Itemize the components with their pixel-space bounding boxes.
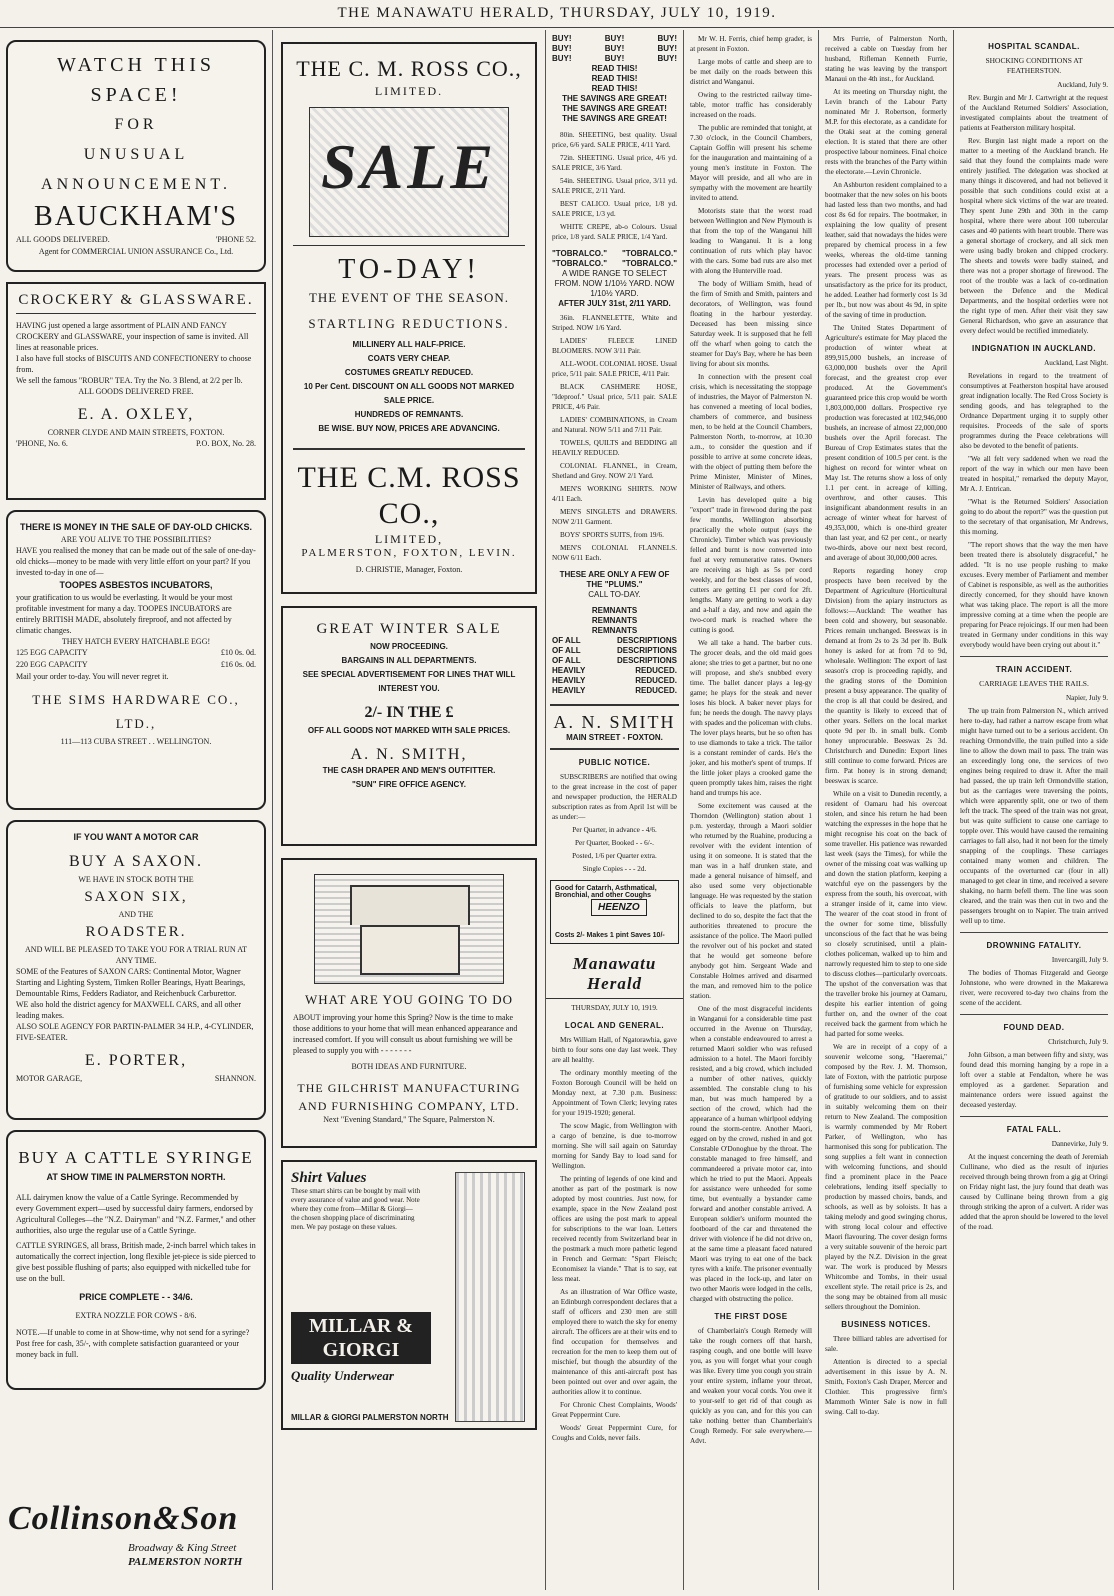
man-illustration <box>455 1172 525 1422</box>
remnants-word: REMNANTS <box>591 626 638 635</box>
news-paragraph: An Ashburton resident complained to a bootmaker that the new soles on his boots had lasted less than two months, and had cost 8s 6d for repairs. The bootmaker, in explaining the low quality of present leather, said that nowadays the hides were prepared by chemical process in a few weeks, whereas the old-time tanning processes had extended over a period of years. The present process was as unsatisfactory as the price for its product, he added. Leather had formerly cost 1s 3d per lb., but now was about 4s 9d, in spite of the saving of time in production. <box>825 181 947 319</box>
house-roof <box>350 885 470 925</box>
remnants-word: REMNANTS <box>591 606 638 615</box>
business-notice: Three billiard tables are advertised for sale. <box>825 1335 947 1353</box>
news-column <box>819 30 953 1417</box>
sale-item: COLONIAL FLANNEL, in Cream, Shetland and Grey. NOW 2/1 Yard. <box>552 462 677 480</box>
firm-name: E. A. OXLEY, <box>77 406 195 423</box>
ad-text: ALL dairymen know the value of a Cattle Syringe. Recommended by every Government expert—used by successful dairy farmers, endorsed by Agricultural Colleges—the "N.Z. Dairyman" and "N.Z. Farmer," and other authorities, also urge the regular use of a Cattle Syringe. <box>16 1193 256 1235</box>
ad-text: LIMITED, <box>374 532 444 546</box>
ad-headline: WHAT ARE YOU GOING TO DO <box>304 992 514 1007</box>
masthead <box>0 0 1114 28</box>
section-heading: PUBLIC NOTICE. <box>578 758 651 767</box>
news-paragraph: Woods' Great Peppermint Cure, for Coughs and Colds, never fails. <box>552 1424 677 1442</box>
heavily-word: HEAVILY <box>552 686 586 695</box>
notice-text: SUBSCRIBERS are notified that owing to the great increase in the cost of paper and newspaper production, the HERALD subscription rates as from April 1st will be as under:— <box>552 773 677 821</box>
tobralco-word: "TOBRALCO." <box>552 249 607 258</box>
firm-name: E. PORTER, <box>84 1052 188 1069</box>
ad-text: AT SHOW TIME IN PALMERSTON NORTH. <box>46 1172 226 1182</box>
sims-hardware-ad <box>6 510 266 810</box>
news-paragraph: We are in receipt of a copy of a souvenir welcome song, "Haeremai," composed by the Rev. J. M. Thomson, late of Foxton, with the patriotic purpose of furnishing some vehicle for expression of gratitude to our soldiers, and to assist in suitably welcoming them on their return to New Zealand. The composition is warmly commended by Mr Robert Parker, of Wellington, who has harmonised this song for publication. The song supplies a felt want in connection with welcoming functions, and should find a prominent place in the Peace celebrations, lending itself specially to production by massed choirs, bands, and schools, as well as by soloists. It has a taking melody and good swinging chorus, with strong local colour and effective Maori flavouring. The cover design forms a very suitable souvenir of the heroic part played by the N.Z. Division in the great war. The work is produced by Messrs Whitcombe and Tombs, in their usual excellent style. The retail price is 2s, and the song may be obtained from all music sellers throughout the Dominion. <box>825 1043 947 1311</box>
ofall-word: OF ALL <box>552 646 581 655</box>
news-paragraph: The public are reminded that tonight, at 7.30 o'clock, in the Council Chambers, Captain Goffin will present his scheme for the inauguration and maintaining of a young men's institute in Foxton. The Mayor will preside, and all who are in sympathy with the movement are heartily invited to attend. <box>690 124 812 202</box>
subheading: CARRIAGE LEAVES THE RAILS. <box>979 679 1089 688</box>
ad-text: "SUN" FIRE OFFICE AGENCY. <box>352 780 466 789</box>
ad-headline: SPACE! <box>90 84 182 106</box>
news-paragraph: At its meeting on Thursday night, the Levin branch of the Labour Party nominated Mr J. Robertson, formerly M.P. for this electorate, as a candidate for the Otaki seat at the coming general election. It is stated that there are other prospective labour nominees. Final choice rests with the branches of the Party within the electorate.—Levin Chronicle. <box>825 88 947 176</box>
ad-text: CORNER CLYDE AND MAIN STREETS, FOXTON. <box>47 428 225 437</box>
news-paragraph: Large mobs of cattle and sheep are to be met daily on the roads between this district and Wanganui. <box>690 58 812 86</box>
news-paragraph: The United States Department of Agriculture's estimate for May placed the production of winter wheat at 899,915,000 bushels, an increase of 63,000,000 bushels over the April forecast, and the greatest crop ever produced. At the Government's guaranteed price this crop would be worth 1,803,000,000 dollars. Prospective rye production was forecasted at 102,946,000 bushels, an increase of almost 22,000,000 bushels over the April forecast. The Bureau of Crop Estimates states that the present condition of 100.5 per cent. is the highest on record for winter wheat on May 1st. The returns show a loss of only 1.1 per cent. in acreage of killing, overthrow, and other causes. This insignificant abandonment results in an acreage of winter wheat for harvest of 49,353,000, which is one-third greater than last year, and 62 per cent., or nearly two-thirds, above our next best record, and average of about 30,000,000 acres. <box>825 324 947 562</box>
ad-text: MILLINERY ALL HALF-PRICE. <box>352 340 466 349</box>
ad-text: BE WISE. BUY NOW, PRICES ARE ADVANCING. <box>318 424 500 433</box>
ad-headline: BUY A CATTLE SYRINGE <box>18 1148 254 1167</box>
news-paragraph: Revelations in regard to the treatment of consumptives at Featherston hospital have aroused great indignation locally. The Red Cross Society is sending goods, and has telegraphed to the Ordnance Department urging it to supply other requisites. Proceeds of the sale of sports programmes during the Peace celebrations will also be devoted to the benefit of patients. <box>960 372 1108 450</box>
ad-text: MOTOR GARAGE, <box>16 1074 83 1083</box>
ad-offer: 2/- IN THE £ <box>364 704 454 721</box>
plums-block <box>546 566 683 696</box>
heenzo-logo: HEENZO <box>591 899 647 916</box>
cough-advert: of Chamberlain's Cough Remedy will take the rough corners off that harsh, rasping cough, and one bottle will leave you, as you will forget what your cough was like. Every time you cough you strain your entire system, inflame your throat, and weaken your vocal cords. You owe it to your-self to get rid of that cough as quickly as you can, and for this you can take nothing better than Chamberlain's Cough Remedy. For sale everywhere.—Advt. <box>690 1327 812 1445</box>
collinson-city: PALMERSTON NORTH <box>128 1556 243 1568</box>
ad-text: ALL GOODS DELIVERED FREE. <box>78 387 194 396</box>
read-line: READ THIS! <box>591 84 638 93</box>
tobralco-block <box>546 245 683 309</box>
divider <box>960 1014 1108 1015</box>
savings-line: THE SAVINGS ARE GREAT! <box>562 114 667 123</box>
buy-word: BUY! <box>657 54 677 63</box>
ad-text: THE EVENT OF THE SEASON. <box>308 290 510 305</box>
collinson-address: Broadway & King Street <box>128 1542 237 1554</box>
sale-item: ALL-WOOL COLONIAL HOSE. Usual price, 5/11 pair. SALE PRICE, 4/11 Pair. <box>552 360 677 378</box>
news-paragraph: Mr W. H. Ferris, chief hemp grader, is at present in Foxton. <box>690 35 812 53</box>
reduced-word: REDUCED. <box>635 666 677 675</box>
buy-word: BUY! <box>552 44 572 53</box>
news-items <box>552 1035 677 1443</box>
news-paragraph: "The report shows that the way the men have been treated there is absolutely disgraceful," he added. "It is no use people rushing to make excuses. Every member of Parliament and member of Cabinet is responsible, as well as the authorities directly concerned, for they should have known what was taking place. The report is all the more impressive coming at a time when the people are preparing for Peace rejoicings. If our men had been treated in Germany under conditions in this way everybody would have been crying out about it." <box>960 541 1108 649</box>
firm-name: A. N. SMITH, <box>350 746 468 763</box>
column-1 <box>0 30 272 1590</box>
sale-item: 80in. SHEETING, best quality. Usual price, 6/6 yard. SALE PRICE, 4/11 Yard. <box>552 131 677 149</box>
ad-headline: THERE IS MONEY IN THE SALE OF DAY-OLD CHICKS. <box>19 522 253 532</box>
house-illustration <box>314 874 504 984</box>
ad-text: BOTH IDEAS AND FURNITURE. <box>351 1062 467 1071</box>
ad-text: THEY HATCH EVERY HATCHABLE EGG! <box>61 637 211 646</box>
ofall-word: OF ALL <box>552 656 581 665</box>
paper-nameplate: Manawatu Herald <box>546 954 683 999</box>
savings-line: THE SAVINGS ARE GREAT! <box>562 104 667 113</box>
dateline: Invercargill, July 9. <box>1051 956 1108 964</box>
millar-giorgi-logo: MILLAR & GIORGI <box>291 1312 431 1364</box>
ad-price: £10 0s. 0d. <box>220 648 256 657</box>
ad-text: ABOUT improving your home this Spring? Now is the time to make those additions to your home that will mean enhanced appearance and increased comfort. If you will consult us about furnishing we will be pleased to supply you with - - - - - - - <box>293 1013 518 1055</box>
news-paragraph: The bodies of Thomas Fitzgerald and George Johnstone, who were drowned in the Makarewa river, were recovered to-day two chains from the scene of the accident. <box>960 969 1108 1007</box>
desc-word: DESCRIPTIONS <box>616 656 677 665</box>
ad-text: HAVE you realised the money that can be made out of the sale of one-day-old chicks—money to be made with very little effort on your part? If you invested to-day in one of— <box>16 546 256 577</box>
news-paragraph: One of the most disgraceful incidents in Wanganui for a considerable time past occurred in the Avenue on Thursday, when a constable endeavoured to arrest a returned Maori soldier who was refused admission to a hotel. The Maori forcibly resisted, and a big crowd, which included a number of other natives, quickly assembled. The constable clung to his man, but was much hampered by a section of the crowd, which had the appearance of a human whirlpool eddying round the storm-centre. Another Maori, egged on by the crowd, rushed in and got Constable O'Donoghue by the throat. The constable managed to free himself, and commandeered a private motor car, into which he tried to put the Maori. Appeals for assistance were unheeded for some time, but eventually a bystander came forward and another constable arrived. A European soldier's uniform mounted the footboard of the car and threatened the driver with violence if he did not drive on, at the same time a pleasant faced natured Maori was trying to eat one of the back tyres with a knife. The prisoner eventually was placed in the lock-up, and later on two other Maoris were lodged in the cells, charged with obstructing the police. <box>690 1005 812 1303</box>
ad-text: WE also hold the district agency for MAXWELL CARS, and all other leading makes. <box>16 1000 241 1020</box>
product-name: SAXON SIX, <box>84 889 188 905</box>
desc-word: DESCRIPTIONS <box>616 636 677 645</box>
dateline: Napier, July 9. <box>1065 694 1108 702</box>
buy-word: BUY! <box>657 44 677 53</box>
news-paragraph: The scow Magic, from Wellington with a cargo of benzine, is due to-morrow morning. She will sail again on Saturday morning for Sandy Bay to load sand for Wellington. <box>552 1122 677 1170</box>
ad-text: 125 EGG CAPACITY <box>16 648 88 657</box>
ad-headline: WATCH THIS <box>57 54 215 76</box>
column-3 <box>546 30 683 1590</box>
dateline: Dannevirke, July 9. <box>1051 1140 1108 1148</box>
sale-items <box>546 130 683 242</box>
section-heading: FATAL FALL. <box>1006 1125 1062 1134</box>
news-paragraph: In connection with the present coal crisis, which is necessitating the stoppage of industries, the Mayor of Palmerston N. has convened a meeting of local bodies, chambers of commerce, and business men, to be held at the Council Chambers, Palmerston North, to-morrow, at 10.30 a.m., to consider the question and if possible to arrive at some concrete ideas, with the object of putting them before the Prime Minister, Minister of Mines, Minister of Railways, and others. <box>690 373 812 491</box>
news-paragraph: At the inquest concerning the death of Jeremiah Cullinane, who died as the result of injuries received through being thrown from a gig at Oringi on Friday night last, the jury found that death was caused by Cullinane being thrown from a gig through striking the apron of a culvert. A rider was added that the apron should be lowered to the level of the road. <box>960 1153 1108 1231</box>
firm-name: THE SIMS HARDWARE CO., LTD., <box>32 692 240 731</box>
tobralco-after: AFTER JULY 31st, 2/11 YARD. <box>558 299 671 308</box>
ad-headline: ANNOUNCEMENT. <box>41 176 231 193</box>
buy-word: BUY! <box>604 54 625 63</box>
read-line: READ THIS! <box>591 74 638 83</box>
rate-line: Per Quarter, Booked - - 6/-. <box>575 839 654 847</box>
column-2 <box>273 30 545 1590</box>
gilchrist-furnishing-ad <box>281 858 537 1148</box>
ross-sale-ad <box>281 42 537 594</box>
ad-text: We sell the famous "ROBUR" TEA. Try the No. 3 Blend, at 2/2 per lb. <box>16 376 243 385</box>
ad-text: ARE YOU ALIVE TO THE POSSIBILITIES? <box>60 535 212 544</box>
ad-text: THE CASH DRAPER AND MEN'S OUTFITTER. <box>322 766 496 775</box>
oxley-crockery-ad <box>6 282 266 500</box>
reduced-word: REDUCED. <box>635 686 677 695</box>
news-paragraph: Motorists state that the worst road between Wellington and New Plymouth is that from the top of the Wanganui hill leading to Wanganui. It is a long continuation of ruts which play havoc with the cars. Some bad ruts are also met with along the Hunterville road. <box>690 207 812 275</box>
rate-line: Per Quarter, in advance - 4/6. <box>572 826 657 834</box>
section-heading: LOCAL AND GENERAL. <box>564 1021 665 1030</box>
ad-text: Costs 2/- Makes 1 pint Saves 10/- <box>555 932 665 939</box>
ad-text: WE HAVE IN STOCK BOTH THE <box>78 875 194 884</box>
buy-word: BUY! <box>552 34 572 43</box>
news-items <box>690 34 812 1304</box>
news-paragraph: The ordinary monthly meeting of the Foxton Borough Council will be held on Monday next, at 7.30 p.m. Business: Appointment of Town Clerk; levying rates for your 1919-1920; general. <box>552 1069 677 1117</box>
ad-text: Good for Catarrh, Asthmatical, Bronchial, and other Coughs <box>555 885 657 899</box>
smith-box <box>550 704 679 750</box>
section-heading: INDIGNATION IN AUCKLAND. <box>972 344 1096 353</box>
news-paragraph: The printing of legends of one kind and another as part of the postmark is now adopted by most countries. Just now, for example, space in the New Zealand post offices are using the post mark to appeal for subscriptions to the war loan. Letters received recently from Switzerland bear in the postmark a much more pathetic legend in French and German: "Spart Fleisch; Economisez la viande." That is to say, eat less meat. <box>552 1175 677 1283</box>
news-paragraph: Mrs Furrie, of Palmerston North, received a cable on Tuesday from her husband, Rifleman Kenneth Furrie, stating he was leaving by the transport Manaui on the 4th inst., for Auckland. <box>825 35 947 83</box>
news-paragraph: Owing to the restricted railway time-table, motor traffic has considerably increased on the roads. <box>690 91 812 119</box>
ad-headline: CROCKERY & GLASSWARE. <box>16 292 256 314</box>
buy-word: BUY! <box>604 34 625 43</box>
sale-lettering: SALE <box>320 131 498 202</box>
sale-illustration <box>309 107 509 237</box>
news-items <box>825 34 947 1312</box>
sale-item: MEN'S SINGLETS and DRAWERS. NOW 2/11 Garment. <box>552 508 677 526</box>
call-line: CALL TO-DAY. <box>588 590 641 599</box>
collinson-signature <box>8 1500 278 1585</box>
savings-line: THE SAVINGS ARE GREAT! <box>562 94 667 103</box>
sale-item: BOYS' SPORTS SUITS, from 19/6. <box>560 531 664 539</box>
rate-line: Single Copies - - - 2d. <box>582 865 647 873</box>
ad-text: LIMITED. <box>374 84 444 98</box>
news-paragraph: "We all felt very saddened when we read the report of the way in which our men have been treated in hospital," remarked the deputy Mayor, Mr A. J. Entrican. <box>960 455 1108 493</box>
news-paragraph: The body of William Smith, head of the firm of Smith and Smith, painters and decorators, of Wellington, was found floating in the harbour yesterday. Deceased has been missing since Saturday week. It is supposed that he fell off the wharf when going to catch the steamer for Day's Bay, where he has been living for about six months. <box>690 280 812 368</box>
section-heading: FOUND DEAD. <box>1003 1023 1065 1032</box>
firm-name: THE C.M. ROSS CO., <box>293 448 525 532</box>
masthead-title: THE MANAWATU HERALD, THURSDAY, JULY 10, 1919. <box>337 5 777 21</box>
news-paragraph: Levin has developed quite a big "export" trade in firewood during the past few months, Wellington absorbing practically the whole output (says the Chronicle). Timber which was previously felled and burnt is now converted into fuel at very remunerative rates. Owners are receiving as high as 5s per cord weekly, and for the best classes of wood, cutters are getting £1 per cord for 2ft. lengths. Many are getting to work a day and a-half a day, and now and again the two-cord mark is reached where the cutting is good. <box>690 496 812 634</box>
ad-headline: TO-DAY! <box>293 245 525 286</box>
ad-text: BARGAINS IN ALL DEPARTMENTS. <box>341 656 477 665</box>
news-paragraph: For Chronic Chest Complaints, Woods' Great Peppermint Cure. <box>552 1401 677 1419</box>
section-heading: DROWNING FATALITY. <box>986 941 1082 950</box>
ad-text: SEE SPECIAL ADVERTISEMENT FOR LINES THAT WILL INTEREST YOU. <box>302 670 516 693</box>
ad-text: COATS VERY CHEAP. <box>367 354 451 363</box>
ad-text: MILLAR & GIORGI PALMERSTON NORTH <box>291 1413 449 1422</box>
sale-item: MEN'S COLONIAL FLANNELS. NOW 6/11 Each. <box>552 544 677 562</box>
divider <box>960 932 1108 933</box>
buy-banner <box>546 30 683 124</box>
collinson-logo: Collinson&Son <box>8 1500 239 1537</box>
sale-item: LADIES' COMBINATIONS, in Cream and Natural. NOW 5/11 and 7/11 Pair. <box>552 416 677 434</box>
remnants-word: REMNANTS <box>591 616 638 625</box>
ad-text: These smart shirts can be bought by mail with every assurance of value and good wear. Note where they come from—Millar & Giorgi—the chosen shopping place of discriminating men. We pay postage on these values. <box>291 1187 421 1231</box>
sale-item: WHITE CREPE, ab-o Colours. Usual price, 1/8 yard. SALE PRICE, 1/4 Yard. <box>552 223 677 241</box>
ad-text: COSTUMES GREATLY REDUCED. <box>344 368 474 377</box>
news-column <box>954 30 1114 1232</box>
firm-name: BAUCKHAM'S <box>34 201 238 232</box>
ad-headline: BUY A SAXON. <box>68 853 204 870</box>
tobralco-word: "TOBRALCO." <box>622 259 677 268</box>
news-column <box>684 30 818 1446</box>
ad-headline: FOR <box>114 116 158 133</box>
saxon-car-ad <box>6 820 266 1120</box>
ad-text: P.O. BOX, No. 28. <box>195 439 256 448</box>
divider <box>960 656 1108 657</box>
ad-text: OFF ALL GOODS NOT MARKED WITH SALE PRICES. <box>307 726 511 735</box>
divider <box>960 1116 1108 1117</box>
product-name: ROADSTER. <box>85 924 187 940</box>
bauckham-ad <box>6 40 266 272</box>
sale-item: 36in. FLANNELETTE, White and Striped. NOW 1/6 Yard. <box>552 314 677 332</box>
subheading: SHOCKING CONDITIONS AT FEATHERSTON. <box>985 56 1083 75</box>
issue-date: THURSDAY, JULY 10, 1919. <box>571 1004 658 1012</box>
product-name: TOOPES ASBESTOS INCUBATORS, <box>59 580 213 590</box>
dateline: Christchurch, July 9. <box>1048 1038 1108 1046</box>
plums-line: THESE ARE ONLY A FEW OF THE "PLUMS." <box>559 570 670 589</box>
ad-text: HUNDREDS OF REMNANTS. <box>354 410 464 419</box>
section-heading: THE FIRST DOSE <box>714 1312 788 1321</box>
news-paragraph: The up train from Palmerston N., which arrived here to-day, had rather a narrow escape from what might have turned out to be a serious accident. On reaching Ormondville, the train pulled into a side line to allow the down mail to pass. The train was an exceedingly long one, the services of two engines being required to draw it. After the mail had passed, the up train left Ormondville station, but as the carriages were traversing the points, which were apparently split, one or two of them left the track. The speed of the train was not great, but was quite sufficient to cause one carriage to topple over. This would have caused the remaining carriages to fall also, had it not been for the timely snapping of the couplings. These carriages contained many women and children. The occupants of the overturned car (four in all) managed to get clear in time, and received a severe shaking, no harm befell them. The line was soon cleared, and the train was then cut in two and the passengers brought on to Napier. The train arrived well up to time. <box>960 707 1108 925</box>
sale-item: 54in. SHEETING. Usual price, 3/11 yd. SALE PRICE, 2/11 Yard. <box>552 177 677 195</box>
smith-winter-sale-ad <box>281 606 537 846</box>
sale-item: TOWELS, QUILTS and BEDDING all HEAVILY REDUCED. <box>552 439 677 457</box>
ofall-word: OF ALL <box>552 636 581 645</box>
ad-headline: Quality Underwear <box>291 1368 394 1383</box>
public-notice <box>546 758 683 874</box>
tobralco-word: "TOBRALCO." <box>552 259 607 268</box>
heavily-word: HEAVILY <box>552 666 586 675</box>
ad-text: I also have full stocks of BISCUITS AND CONFECTIONERY to choose from. <box>16 354 252 374</box>
ad-text: NOTE.—If unable to come in at Show-time, why not send for a syringe? Post free for cash, 35/-, with complete satisfaction guaranteed or your money back in full. <box>16 1328 250 1359</box>
ad-text: Agent for COMMERCIAL UNION ASSURANCE Co., Ltd. <box>38 247 234 256</box>
news-paragraph: We all take a hand. The barber cuts. The grocer deals, and the old maid goes alone; she tries to get a partner, but no one will propose, and she's snubbed every time. The ballet dancer plays a leg-gy game; he plays for the steak and never loses his block. A baker never plays for fun; he needs the dough. The navvy plays with spades and the policeman with clubs. The lover plays hearts, but he so often has to use diamonds to take a trick. The tailor is a constant reminder of cards. He's the joker, and his mother's spent of trumps. If the little joker plays a crooked game the queen promptly takes him, raises the right hand and trumps his ace. <box>690 639 812 797</box>
business-notice: Attention is directed to a special advertisement in this issue by A. N. Smith, Foxton's Cash Draper, Mercer and Clothier. This progressive firm's Mammoth Winter Sale is now in full swing. Call to-day. <box>825 1358 947 1416</box>
ad-text: HAVING just opened a large assortment of PLAIN AND FANCY CROCKERY and GLASSWARE, your inspection of same is invited. All lines at reasonable prices. <box>16 321 249 352</box>
ad-text: NOW PROCEEDING. <box>370 642 448 651</box>
ad-text: IF YOU WANT A MOTOR CAR <box>73 832 199 842</box>
ad-price: EXTRA NOZZLE FOR COWS - 8/6. <box>75 1311 197 1320</box>
sale-item: BEST CALICO. Usual price, 1/8 yd. SALE PRICE, 1/3 yd. <box>552 200 677 218</box>
firm-name: THE GILCHRIST MANUFACTURING AND FURNISHING COMPANY, LTD. <box>297 1081 521 1113</box>
ad-headline: GREAT WINTER SALE <box>316 621 502 637</box>
news-paragraph: Rev. Burgin last night made a report on the matter to a meeting of the Auckland branch. He said that they found the complaints made were entirely justified. The delegation was shocked at many things it discovered, and had not believed it possible that such conditions could exist at a hospital where sick victims of the war are treated. They spent June 29th and 30th in the camp hospital, where there were about 100 tubercular cases and 40 patients with heart trouble. There was a general shortage of crockery, and all sick men were using badly broken and chipped crockery. The sheets and towels were badly stained, and there was not a proper shortage of firewood. The root of the trouble was a lack of co-ordination between the Defence and the Medical Departments, and the hospital orderlies were not the right type of men. After their visit they saw General Richardson, who gave an assurance that every defect would be rectified immediately. <box>960 137 1108 335</box>
ad-text: AND THE <box>118 910 154 919</box>
section-heading: HOSPITAL SCANDAL. <box>988 42 1080 51</box>
tobralco-word: "TOBRALCO." <box>622 249 677 258</box>
section-heading: BUSINESS NOTICES. <box>841 1320 931 1329</box>
local-general <box>546 1003 683 1443</box>
desc-word: DESCRIPTIONS <box>616 646 677 655</box>
news-paragraph: While on a visit to Dunedin recently, a resident of Oamaru had his overcoat stolen, and since his return he had been watching the expresses in the hope that he might recognise his coat on the back of some traveller. His patience was rewarded last week (says the Times), for while the owner of the missing coat was walking up and down the station platform, keeping a watchful eye on the passengers by the express from the south, his overcoat, with a stranger inside of it, came into view. The wearer of the coat stood in front of the owner for some time, blissfully unconscious of the fact that he was being so closely scrutinised, until a plain-clothes policeman, walked up to him and narrowly requested him to step to one side to discuss clothes—particularly overcoats. The upshot of the conversation was that the traveller broke his journey at Oamaru, despite his earlier intention of going further on, and the owner of the coat received back the garment from which he had parted for some weeks. <box>825 790 947 1038</box>
column-4 <box>684 30 818 1590</box>
sale-item: MEN'S WORKING SHIRTS. NOW 4/11 Each. <box>552 485 677 503</box>
column-5 <box>819 30 953 1590</box>
column-6 <box>954 30 1114 1590</box>
ad-text: CATTLE SYRINGES, all brass, British made, 2-inch barrel which takes in automatically the correct injection, long flexible jet-piece is side pierced to give best possible flushing of parts; also equipped with nickelled tube for use on the bull. <box>16 1241 256 1283</box>
heenzo-ad <box>550 880 679 944</box>
ad-text: SOME of the Features of SAXON CARS: Continental Motor, Wagner Starting and Lighting System, Timken Roller Bearings, Hyatt Bearings, Demountable Rims, Fedders Radiator, and Reichenbuck Carburettor. <box>16 967 246 998</box>
ad-text: 'PHONE, No. 6. <box>16 439 68 448</box>
news-paragraph: "What is the Returned Soldiers' Association going to do about the report?" was the question put to the secretary of that organisation, Mr Andrews, this morning. <box>960 498 1108 536</box>
ad-price: £16 0s. 0d. <box>220 660 256 669</box>
heavily-word: HEAVILY <box>552 676 586 685</box>
firm-name: THE C. M. ROSS CO., <box>296 56 522 81</box>
ad-text: your gratification to us would be everlasting. It would be your most profitable investment for many a day. TOOPES INCUBATORS are entirely BRITISH MADE, absolutely fireproof, and not affected by climatic changes. <box>16 593 233 635</box>
ad-text: D. CHRISTIE, Manager, Foxton. <box>355 565 463 574</box>
tobralco-range: A WIDE RANGE TO SELECT FROM. NOW 1/10½ YARD. NOW 1/10½ YARD. <box>554 269 675 298</box>
ad-text: AND WILL BE PLEASED TO TAKE YOU FOR A TRIAL RUN AT ANY TIME. <box>25 945 247 965</box>
rate-line: Posted, 1/6 per Quarter extra. <box>572 852 657 860</box>
news-paragraph: John Gibson, a man between fifty and sixty, was found dead this morning hanging by a rope in a loft over a stable at Fendalton, where he was employed as a gardener. Separation and maintenance orders were issued against the deceased yesterday. <box>960 1051 1108 1109</box>
dateline: Auckland, July 9. <box>1057 81 1108 89</box>
sale-item: 72in. SHEETING. Usual price, 4/6 yd. SALE PRICE, 3/6 Yard. <box>552 154 677 172</box>
dateline: Auckland, Last Night. <box>1044 359 1108 367</box>
cattle-syringe-ad <box>6 1130 266 1390</box>
buy-word: BUY! <box>604 44 625 53</box>
ad-text: ALL GOODS DELIVERED. <box>16 235 110 244</box>
ad-headline: UNUSUAL <box>83 146 189 163</box>
ad-text: 10 Per Cent. DISCOUNT ON ALL GOODS NOT MARKED SALE PRICE. <box>303 382 515 405</box>
ad-text: PALMERSTON, FOXTON, LEVIN. <box>301 547 517 559</box>
sale-items-2 <box>546 313 683 563</box>
ad-price: PRICE COMPLETE - - 34/6. <box>79 1292 193 1302</box>
news-paragraph: Reports regarding honey crop prospects have been received by the Department of Agriculture (Horticultural Division) from the apiary instructors as follows:—Auckland: The weather has been cold and showery, but seasonable. Prices remain unchanged. Beeswax is in demand at from 2s to 2s 3d per lb. Bulk honey is asked for at from 7d to 9d, wholesale. Wellington: The export of last season's crop is proceeding rapidly, and the grading stores of the Dominion present a busy appearance. The quality of the crop is all that could be desired, and the quantity is likely to exceed that of other years. Sellers on the local market quote 9d per lb. in small bulk. Comb honey unprocurable. Beeswax 2s 3d. Christchurch and Dunedin: Export lines still continue to come forward. Prices are firm. Pat honey is in strong demand; beeswax is scarce. <box>825 567 947 785</box>
read-line: READ THIS! <box>591 64 638 73</box>
news-paragraph: Some excitement was caused at the Thorndon (Wellington) station about 1 p.m. yesterday, through a Maori soldier who returned by the Ruahine, producing a revolver with the evident intention of using it on someone. It is stated that the man was in a half drunken state, and made a general nuisance of himself, and also used some very objectionable language. He was requested by the station officials to leave the platform, but declined to do so, despite the fact that the authorities threatened to procure the assistance of the police. The Maori pulled the revolver out of his pocket and stated that he would get someone before anybody got him. Sergeant Wade and Constable Holmes arrived and disarmed the man, and removed him to the police station. <box>690 802 812 1000</box>
ad-headline: Shirt Values <box>291 1170 367 1186</box>
millar-giorgi-ad <box>281 1160 537 1430</box>
ad-text: STARTLING REDUCTIONS. <box>308 316 510 331</box>
ad-text: 'PHONE 52. <box>215 235 256 244</box>
section-heading: TRAIN ACCIDENT. <box>995 665 1073 674</box>
ad-text: Next "Evening Standard," The Square, Palmerston N. <box>323 1115 495 1124</box>
news-paragraph: As an illustration of War Office waste, an Edinburgh correspondent declares that a staff of officers and 230 men are still employed there to watch the sky for enemy aircraft. The officers are at their wits end to find occupation for themselves and recreation for the men to keep them out of mischief, but though the absurdity of the maintenance of this anti-aircraft post has been pointed out over and over again, the authorities allow it to continue. <box>552 1288 677 1396</box>
buy-word: BUY! <box>657 34 677 43</box>
news-paragraph: Rev. Burgin and Mr J. Cartwright at the request of the Auckland Returned Soldiers' Association, investigated complaints about the treatment of patients at Featherston military hospital. <box>960 94 1108 132</box>
ad-text: Mail your order to-day. You will never regret it. <box>16 672 169 681</box>
sale-item: BLACK CASHMERE HOSE, "Ideproof." Usual price, 5/11 pair. SALE PRICE, 4/6 Pair. <box>552 383 677 411</box>
firm-name: A. N. SMITH <box>553 712 676 732</box>
ad-text: 111—113 CUBA STREET . . WELLINGTON. <box>60 737 212 746</box>
sale-item: LADIES' FLEECE LINED BLOOMERS. NOW 3/11 Pair. <box>552 337 677 355</box>
ad-text: 220 EGG CAPACITY <box>16 660 88 669</box>
ad-text: ALSO SOLE AGENCY FOR PARTIN-PALMER 34 H.P., 4-CYLINDER, FIVE-SEATER. <box>16 1022 254 1042</box>
ad-text: SHANNON. <box>214 1074 256 1083</box>
news-paragraph: Mrs William Hall, of Ngatorawhia, gave birth to four sons one day last week. They are all healthy. <box>552 1036 677 1064</box>
buy-word: BUY! <box>552 54 572 63</box>
reduced-word: REDUCED. <box>635 676 677 685</box>
house-body <box>360 925 460 975</box>
ad-text: MAIN STREET - FOXTON. <box>566 733 663 742</box>
